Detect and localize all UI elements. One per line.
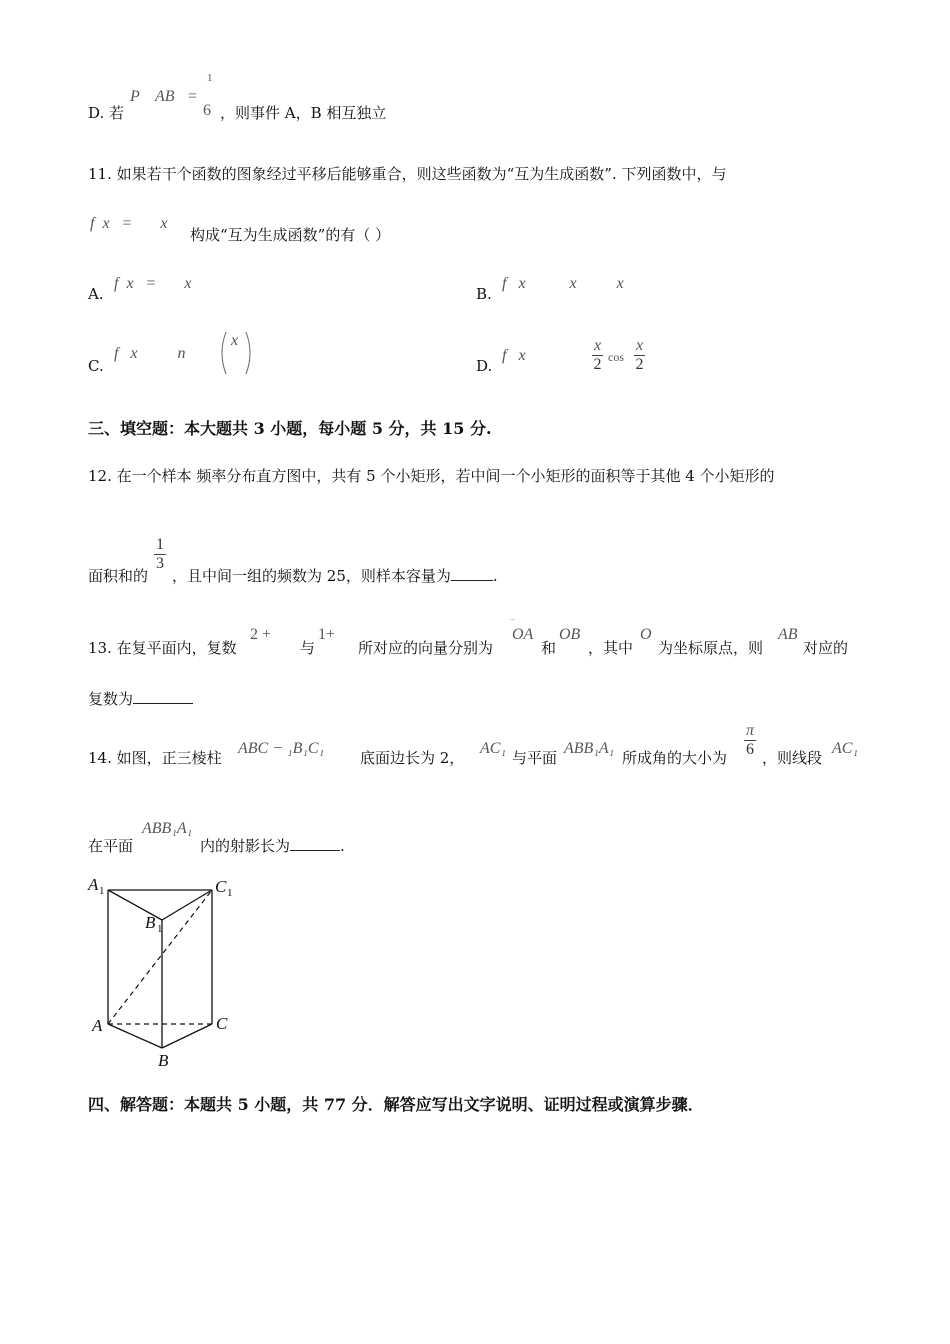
q13-z1: 2 + [250, 626, 272, 643]
q11-option-a-label: A. [88, 285, 104, 303]
q14-line2-plane: ABB₁A₁ [142, 820, 193, 837]
label-c1: C [215, 877, 227, 896]
label-b1: B [145, 913, 156, 932]
q10-option-d-label: D. 若 [88, 104, 125, 122]
q10-math-p: P [130, 88, 140, 105]
segment-ac1-hidden [108, 890, 212, 1024]
q14-mid3: 所成角的大小为 [622, 749, 728, 767]
q11-option-c-x: x [231, 332, 239, 349]
q11-option-d-math: f x [502, 347, 526, 364]
q11-option-d-cos: cos [608, 350, 624, 364]
q11-option-b-math: f x x x [502, 275, 624, 292]
q14-prism: ABC − ₁B₁C₁ [238, 740, 325, 757]
q14-line2-pre: 在平面 [88, 837, 134, 855]
label-c1-sub: 1 [227, 887, 233, 899]
edge-ab [108, 1024, 162, 1048]
q14-pre: 14. 如图，正三棱柱 [88, 749, 222, 767]
q12-stem: 12. 在一个样本 频率分布直方图中，共有 5 个小矩形，若中间一个小矩形的面积等于其他 4 个小矩形的 [88, 467, 775, 485]
q11-option-d-label: D. [476, 357, 493, 375]
q11-option-d-frac1: $\frac{x}{2}$ [593, 337, 602, 373]
q11-option-b-label: B. [476, 285, 492, 303]
q13-pre: 13. 在复平面内，复数 [88, 639, 237, 657]
q10-math-den: 6 [203, 102, 211, 119]
q13-line2: 复数为 [88, 688, 193, 709]
section-3-heading: 三、填空题：本大题共 3 小题，每小题 5 分，共 15 分. [88, 419, 492, 438]
q13-mid1: 与 [300, 639, 316, 657]
q12-line2-pre: 面积和的 [88, 567, 149, 585]
label-a1-sub: 1 [99, 885, 105, 897]
q13-vector-ab: AB [778, 626, 798, 643]
q12-fraction: $\frac{1}{3}$ [156, 536, 164, 572]
q13-vector-ob: OB [559, 626, 581, 643]
q13-mid3: ，其中 [588, 639, 634, 657]
label-b1-sub: 1 [157, 923, 163, 935]
label-a1: A [88, 875, 99, 894]
q11-option-a-math: f x = x [114, 275, 192, 292]
q13-z2: 1+ [318, 626, 336, 643]
section-4-heading: 四、解答题：本题共 5 小题，共 77 分．解答应写出文字说明、证明过程或演算步骤． [88, 1095, 704, 1114]
label-c: C [216, 1014, 228, 1033]
q11-math-fx: f x = x [90, 215, 168, 232]
edge-b1c1 [162, 890, 212, 920]
label-a: A [92, 1016, 103, 1035]
q12-answer-blank[interactable] [451, 566, 493, 581]
q14-segment: AC₁ [832, 740, 859, 757]
q14-mid2: 与平面 [512, 749, 558, 767]
q12-line2-post: ，且中间一组的频数为 25，则样本容量为 . [172, 567, 498, 585]
q14-mid1: 底面边长为 2， [360, 749, 465, 767]
q14-ac1: AC₁ [480, 740, 507, 757]
q14-line2-post: 内的射影长为 . [200, 837, 345, 855]
q13-origin-o: O [640, 626, 652, 643]
prism-figure [82, 870, 252, 1070]
q13-vector-oa: OA [512, 626, 534, 643]
q13-answer-blank[interactable] [133, 689, 193, 704]
q11-option-d-frac2: $\frac{x}{2}$ [635, 337, 644, 373]
q13-mid4: 为坐标原点，则 [658, 639, 764, 657]
q11-stem-line2: 构成“互为生成函数”的有（ ） [190, 226, 391, 244]
q11-option-c-math: f x n [114, 345, 186, 362]
q10-option-d-text: ，则事件 A，B 相互独立 [220, 104, 387, 122]
q11-option-c-label: C. [88, 357, 104, 375]
q13-mid2: 所对应的向量分别为 [358, 639, 494, 657]
q14-mid4: ，则线段 [762, 749, 823, 767]
q14-plane: ABB₁A₁ [564, 740, 615, 757]
q14-angle-fraction: $\frac{\pi}{6}$ [746, 722, 755, 758]
label-b: B [158, 1051, 169, 1070]
q14-answer-blank[interactable] [290, 836, 340, 851]
q11-stem: 11. 如果若干个函数的图象经过平移后能够重合，则这些函数为“互为生成函数”. 下列函数中，与 [88, 165, 727, 183]
q13-and: 和 [541, 639, 557, 657]
q10-math-eq: = [188, 88, 198, 105]
q13-post: 对应的 [803, 639, 849, 657]
edge-bc [162, 1024, 212, 1048]
q10-math-ab: AB [155, 88, 175, 105]
q10-math-num: 1 [207, 72, 213, 84]
